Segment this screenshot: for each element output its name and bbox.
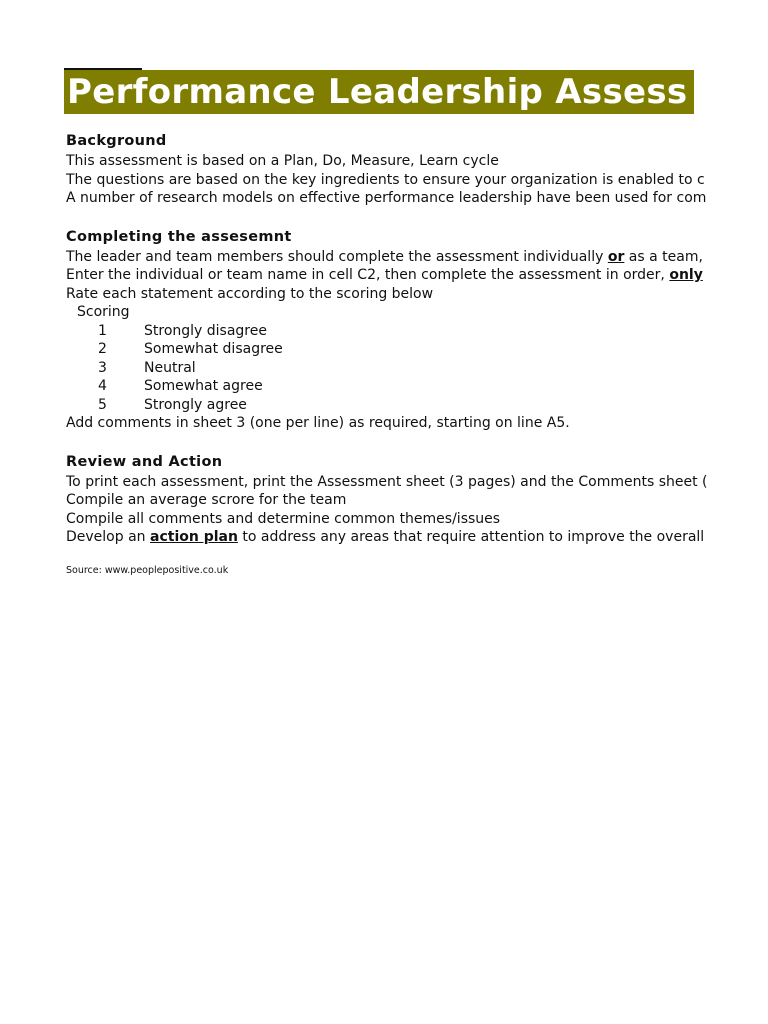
spacer bbox=[66, 433, 694, 451]
scoring-label: Scoring bbox=[77, 304, 130, 320]
spacer bbox=[66, 547, 694, 564]
score-label: Strongly disagree bbox=[144, 322, 267, 339]
source-credit: Source: www.peoplepositive.co.uk bbox=[66, 564, 229, 576]
score-label: Neutral bbox=[144, 359, 196, 376]
completing-line-1-text-a: The leader and team members should complete the assessment individually bbox=[66, 248, 608, 265]
completing-line-3: Rate each statement according to the scoring below bbox=[66, 285, 434, 302]
completing-line-1-text-b: as a team, bbox=[624, 248, 703, 265]
completing-line-2-emphasis: only bbox=[669, 267, 703, 283]
review-line-4-text-a: Develop an bbox=[66, 529, 150, 545]
score-row-3 bbox=[66, 359, 694, 378]
review-line-4 bbox=[66, 528, 705, 547]
completing-heading: Completing the assesemnt bbox=[66, 228, 292, 245]
completing-line-1-emphasis: or bbox=[607, 248, 625, 265]
score-label: Somewhat disagree bbox=[144, 341, 283, 357]
review-heading: Review and Action bbox=[66, 453, 223, 470]
score-row-1 bbox=[66, 322, 694, 341]
review-line-2: Compile an average scrore for the team bbox=[66, 492, 347, 508]
review-line-1: To print each assessment, print the Assessment sheet (3 pages) and the Comments sheet ( bbox=[66, 473, 708, 490]
score-row-4 bbox=[66, 377, 694, 396]
score-number: 5 bbox=[98, 396, 107, 413]
score-row-5 bbox=[66, 396, 694, 415]
score-number: 1 bbox=[98, 322, 107, 339]
review-line-4-text-b: to address any areas that require attention to improve the overall bbox=[237, 529, 705, 545]
completing-line-2 bbox=[66, 266, 703, 285]
score-number: 2 bbox=[98, 341, 107, 357]
score-label: Somewhat agree bbox=[144, 378, 263, 394]
score-number: 4 bbox=[98, 378, 107, 394]
action-plan-emphasis: action plan bbox=[150, 529, 238, 545]
background-line-1: This assessment is based on a Plan, Do, Measure, Learn cycle bbox=[66, 153, 499, 169]
spacer bbox=[66, 208, 694, 226]
comments-instruction: Add comments in sheet 3 (one per line) as required, starting on line A5. bbox=[66, 415, 570, 431]
background-heading: Background bbox=[66, 133, 167, 149]
document-body bbox=[66, 130, 708, 578]
score-row-2 bbox=[66, 340, 694, 359]
background-line-2: The questions are based on the key ingredients to ensure your organization is enabled to c bbox=[66, 171, 705, 188]
title-banner bbox=[64, 70, 694, 114]
score-label: Strongly agree bbox=[144, 396, 247, 413]
page-title: Performance Leadership Assess bbox=[67, 72, 688, 112]
review-line-3: Compile all comments and determine common themes/issues bbox=[66, 510, 501, 527]
completing-line-1 bbox=[66, 248, 703, 267]
score-number: 3 bbox=[98, 359, 107, 376]
completing-line-2-text: Enter the individual or team name in cell C2, then complete the assessment in order, bbox=[66, 267, 670, 283]
background-line-3: A number of research models on effective performance leadership have been used for com bbox=[66, 190, 707, 206]
